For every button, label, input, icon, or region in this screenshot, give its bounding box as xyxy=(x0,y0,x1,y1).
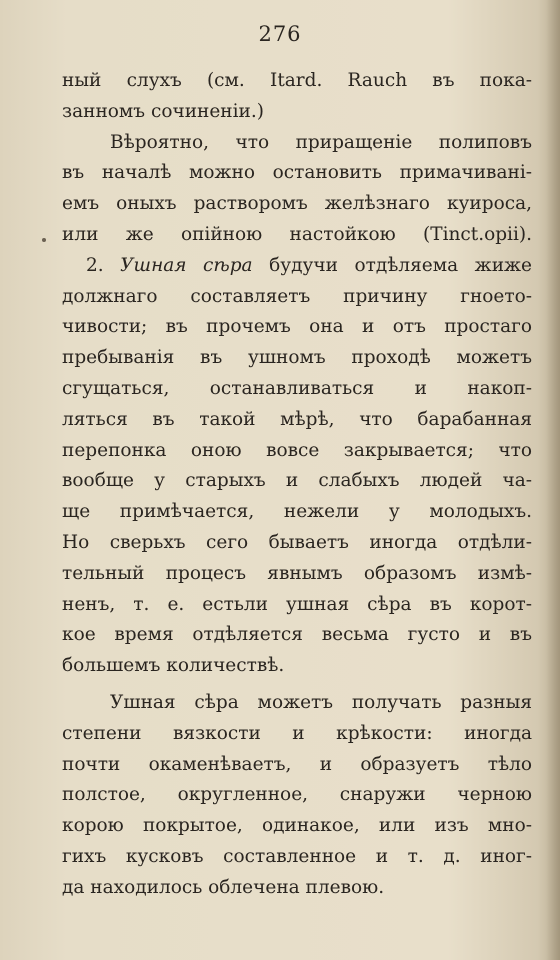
text-line: полстое, округленное, снаружи черною xyxy=(62,784,532,806)
italic-term: Ушная сѣра xyxy=(120,254,253,276)
text-line: перепонка оною вовсе закрывается; что xyxy=(62,439,532,461)
line-remainder: будучи отдѣляема жиже xyxy=(252,254,532,276)
text-line: да находилось облечена плевою. xyxy=(62,876,385,898)
text-line: чивости; въ прочемъ она и отъ простаго xyxy=(62,316,532,338)
text-line: сгущаться, останавливаться и накоп- xyxy=(62,377,532,399)
text-line: въ началѣ можно остановить примачивані- xyxy=(62,162,532,184)
text-line: Ушная сѣра можетъ получать разныя xyxy=(110,691,532,713)
text-line: или же опійною настойкою (Tinct.opii). xyxy=(62,223,532,245)
text-line: Но сверьхъ сего бываетъ иногда отдѣли- xyxy=(62,531,532,553)
ink-speck xyxy=(42,238,46,242)
text-line: ный слухъ (см. Itard. Rauch въ пока- xyxy=(62,70,532,91)
text-line: Вѣроятно, что приращеніе полиповъ xyxy=(110,131,532,153)
text-line: ще примѣчается, нежели у молодыхъ. xyxy=(62,501,532,523)
text-line: ляться въ такой мѣрѣ, что барабанная xyxy=(62,408,532,430)
text-line: ненъ, т. е. естьли ушная сѣра въ корот- xyxy=(62,593,532,615)
text-line: занномъ сочиненіи.) xyxy=(62,100,264,122)
text-line-numbered xyxy=(62,251,532,282)
text-line: почти окаменѣваетъ, и образуетъ тѣло xyxy=(62,753,532,775)
text-line: вообще у старыхъ и слабыхъ людей ча- xyxy=(62,470,532,492)
text-line: должнаго составляетъ причину гноето- xyxy=(62,285,532,307)
page-number: 276 xyxy=(258,22,302,46)
page-edge-shadow xyxy=(546,0,560,960)
text-line: большемъ количествѣ. xyxy=(62,655,285,677)
text-line: степени вязкости и крѣкости: иногда xyxy=(62,722,532,744)
text-line: корою покрытое, одинакое, или изъ мно- xyxy=(62,815,532,837)
text-line: емъ оныхъ растворомъ желѣзнаго куироса, xyxy=(62,193,532,215)
text-line: тельный процесъ явнымъ образомъ измѣ- xyxy=(62,562,532,584)
text-line: гихъ кусковъ составленное и т. д. иног- xyxy=(62,845,532,867)
text-line: кое время отдѣляется весьма густо и въ xyxy=(62,624,532,646)
item-number: 2. xyxy=(86,254,104,276)
body-text xyxy=(62,66,532,904)
text-line: пребыванія въ ушномъ проходѣ можетъ xyxy=(62,347,532,369)
